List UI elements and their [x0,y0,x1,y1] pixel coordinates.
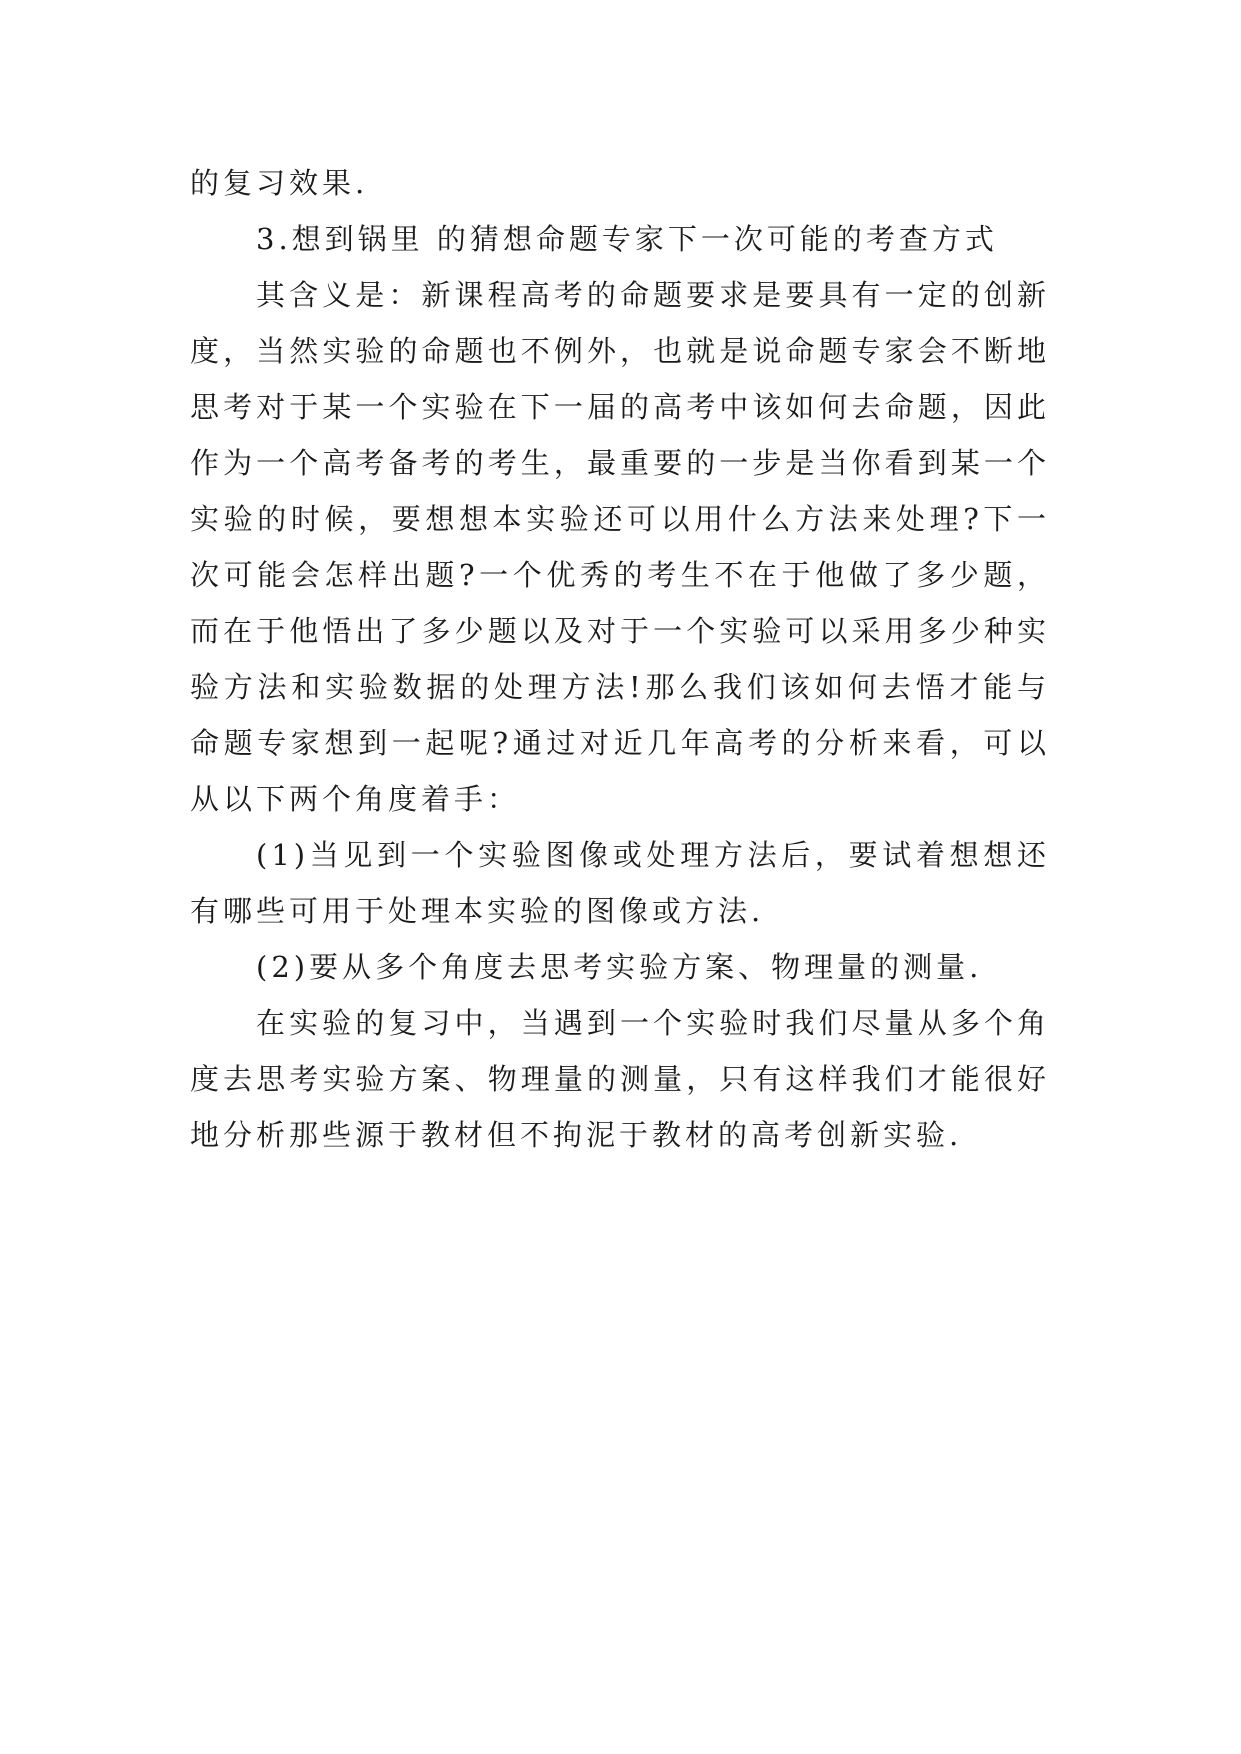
paragraph-continuation: 的复习效果. [190,166,369,200]
document-body [190,155,1050,1163]
paragraph-conclusion: 在实验的复习中，当遇到一个实验时我们尽量从多个角度去思考实验方案、物理量的测量，只有这样我们才能很好地分析那些源于教材但不拘泥于教材的高考创新实验. [190,1006,1050,1152]
list-item-1: (1)当见到一个实验图像或处理方法后，要试着想想还有哪些可用于处理本实验的图像或方法. [190,838,1050,928]
paragraph-meaning: 其含义是：新课程高考的命题要求是要具有一定的创新度，当然实验的命题也不例外，也就是说命题专家会不断地思考对于某一个实验在下一届的高考中该如何去命题，因此作为一个高考备考的考生，最重要的一步是当你看到某一个实验的时候，要想想本实验还可以用什么方法来处理?下一次可能会怎样出题?一个优秀的考生不在于他做了多少题，而在于他悟出了多少题以及对于一个实验可以采用多少种实验方法和实验数据的处理方法!那么我们该如何去悟才能与命题专家想到一起呢?通过对近几年高考的分析来看，可以从以下两个角度着手： [190,278,1050,816]
list-item-2: (2)要从多个角度去思考实验方案、物理量的测量. [256,950,983,984]
section-heading: 3.想到锅里 的猜想命题专家下一次可能的考查方式 [256,222,998,256]
